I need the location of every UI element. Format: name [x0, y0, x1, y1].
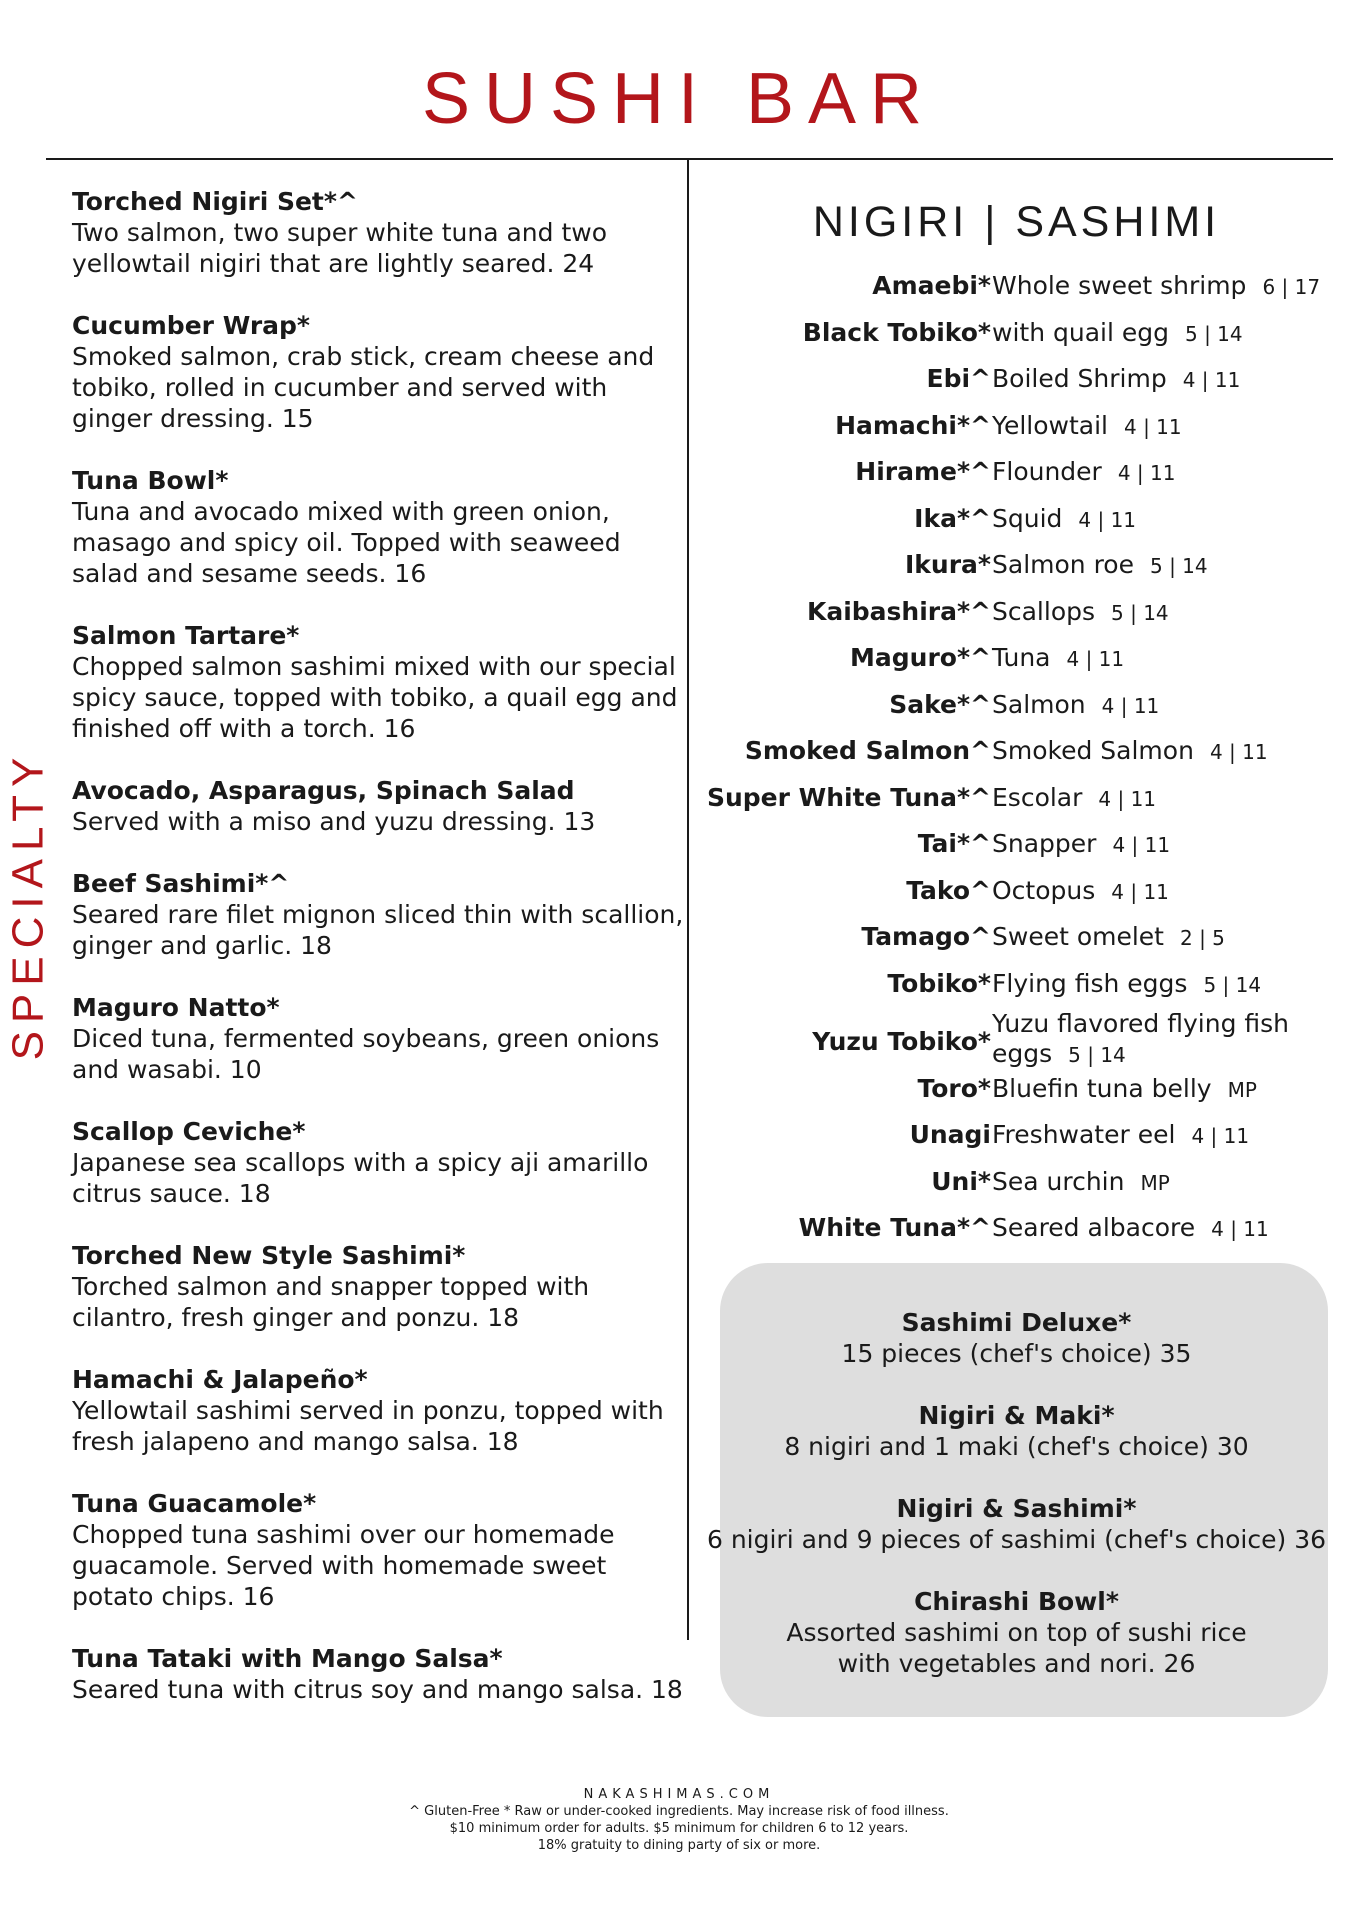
specialty-item — [72, 310, 684, 434]
combo-name: Sashimi Deluxe* — [901, 1308, 1132, 1337]
nigiri-price: 5 | 14 — [1111, 601, 1169, 625]
combo-name: Nigiri & Maki* — [918, 1401, 1115, 1430]
nigiri-desc-line — [992, 643, 1124, 672]
nigiri-price: 4 | 11 — [1123, 415, 1182, 439]
nigiri-desc-line — [992, 1213, 1269, 1242]
nigiri-name: Tamago^ — [861, 922, 991, 951]
item-description: Yellowtail sashimi served in ponzu, topped with fresh jalapeno and mango salsa. 18 — [72, 1396, 664, 1456]
item-name: Tuna Tataki with Mango Salsa* — [72, 1644, 503, 1673]
nigiri-price: 4 | 11 — [1117, 461, 1176, 485]
specialty-label-text: SPECIALTY — [3, 749, 53, 1061]
nigiri-desc-line — [992, 876, 1169, 905]
specialty-item — [72, 868, 684, 961]
nigiri-name: Black Tobiko* — [802, 318, 991, 347]
nigiri-price: 4 | 11 — [1066, 647, 1125, 671]
nigiri-desc-line — [992, 690, 1159, 719]
item-description: Two salmon, two super white tuna and two yellowtail nigiri that are lightly seared. 24 — [72, 218, 607, 278]
nigiri-name: Hamachi*^ — [835, 411, 991, 440]
nigiri-desc-line — [992, 364, 1240, 393]
nigiri-row — [700, 597, 1333, 641]
item-name: Torched Nigiri Set*^ — [72, 187, 358, 216]
nigiri-name: Tobiko* — [887, 969, 991, 998]
item-name: Beef Sashimi*^ — [72, 869, 290, 898]
nigiri-name: Sake*^ — [889, 690, 991, 719]
nigiri-price: 4 | 11 — [1078, 508, 1137, 532]
specialty-item — [72, 620, 684, 744]
nigiri-price: 4 | 11 — [1098, 787, 1157, 811]
item-name: Hamachi & Jalapeño* — [72, 1365, 368, 1394]
item-description: Japanese sea scallops with a spicy aji amarillo citrus sauce. 18 — [72, 1148, 649, 1208]
nigiri-row — [700, 922, 1333, 966]
nigiri-description: Yellowtail — [992, 411, 1108, 440]
nigiri-name: Maguro*^ — [850, 643, 991, 672]
nigiri-price: 4 | 11 — [1182, 368, 1241, 392]
nigiri-name: Yuzu Tobiko* — [812, 1027, 991, 1056]
nigiri-desc-line — [992, 1074, 1257, 1103]
nigiri-name: Uni* — [931, 1167, 991, 1196]
nigiri-price: 4 | 11 — [1101, 694, 1160, 718]
nigiri-description: Boiled Shrimp — [992, 364, 1167, 393]
item-name: Avocado, Asparagus, Spinach Salad — [72, 776, 575, 805]
nigiri-row — [700, 364, 1333, 408]
nigiri-description: Octopus — [992, 876, 1096, 905]
combo-item — [700, 1493, 1333, 1555]
nigiri-description: Smoked Salmon — [992, 736, 1194, 765]
item-name: Tuna Guacamole* — [72, 1489, 317, 1518]
nigiri-row — [700, 969, 1333, 1013]
nigiri-price: MP — [1140, 1171, 1170, 1195]
item-name: Scallop Ceviche* — [72, 1117, 306, 1146]
nigiri-row — [700, 690, 1333, 734]
nigiri-price: MP — [1227, 1078, 1257, 1102]
page-title: SUSHI BAR — [421, 59, 937, 139]
item-description: Seared rare filet mignon sliced thin with scallion, ginger and garlic. 18 — [72, 900, 684, 960]
item-name: Salmon Tartare* — [72, 621, 300, 650]
nigiri-row — [700, 1213, 1333, 1257]
combo-item — [700, 1307, 1333, 1369]
item-name: Maguro Natto* — [72, 993, 280, 1022]
nigiri-row — [700, 643, 1333, 687]
combo-item — [700, 1400, 1333, 1462]
nigiri-desc-line — [992, 597, 1169, 626]
nigiri-desc-line — [992, 829, 1170, 858]
specialty-item — [72, 775, 684, 837]
nigiri-row — [700, 783, 1333, 827]
nigiri-price: 5 | 14 — [1149, 554, 1208, 578]
specialty-item — [72, 1643, 684, 1705]
nigiri-desc-line — [992, 1120, 1249, 1149]
nigiri-price: 4 | 11 — [1111, 880, 1169, 904]
nigiri-name: Unagi — [909, 1120, 991, 1149]
item-name: Cucumber Wrap* — [72, 311, 311, 340]
item-description: Diced tuna, fermented soybeans, green onions and wasabi. 10 — [72, 1024, 660, 1084]
nigiri-section-title: NIGIRI | SASHIMI — [812, 198, 1221, 246]
nigiri-description: Seared albacore — [992, 1213, 1196, 1242]
nigiri-description: Escolar — [992, 783, 1083, 812]
nigiri-price: 4 | 11 — [1112, 833, 1171, 857]
combo-description: 6 nigiri and 9 pieces of sashimi (chef's choice) 36 — [706, 1525, 1327, 1554]
nigiri-name: Kaibashira*^ — [806, 597, 991, 626]
nigiri-name: Super White Tuna*^ — [706, 783, 991, 812]
nigiri-desc-line — [992, 457, 1175, 486]
item-name: Tuna Bowl* — [72, 466, 229, 495]
nigiri-desc-line — [992, 1009, 1292, 1070]
nigiri-description: Salmon — [992, 690, 1086, 719]
specialty-item — [72, 186, 684, 279]
nigiri-price: 5 | 14 — [1184, 322, 1243, 346]
nigiri-row — [700, 271, 1333, 315]
specialty-side-label — [2, 749, 54, 1061]
nigiri-row — [700, 1074, 1333, 1118]
nigiri-name: Tai*^ — [917, 829, 991, 858]
specialty-item — [72, 1116, 684, 1209]
nigiri-description: Flounder — [992, 457, 1102, 486]
item-name: Torched New Style Sashimi* — [72, 1241, 466, 1270]
nigiri-name: Ikura* — [905, 550, 991, 579]
footer-minimum: $10 minimum order for adults. $5 minimum for children 6 to 12 years. — [449, 1821, 909, 1836]
nigiri-row — [700, 1009, 1333, 1075]
nigiri-desc-line — [992, 411, 1182, 440]
nigiri-name: Toro* — [917, 1074, 991, 1103]
specialty-item — [72, 1364, 684, 1457]
nigiri-description: Sea urchin — [992, 1167, 1125, 1196]
nigiri-description: Salmon roe — [992, 550, 1134, 579]
nigiri-name: Ebi^ — [926, 364, 991, 393]
nigiri-name: White Tuna*^ — [798, 1213, 991, 1242]
item-description: Smoked salmon, crab stick, cream cheese and tobiko, rolled in cucumber and served with ginger dressing. 15 — [72, 342, 655, 433]
nigiri-description: Bluefin tuna belly — [992, 1074, 1212, 1103]
nigiri-description: Whole sweet shrimp — [992, 271, 1247, 300]
nigiri-price: 5 | 14 — [1203, 973, 1262, 997]
nigiri-row — [700, 876, 1333, 920]
nigiri-desc-line — [992, 783, 1156, 812]
nigiri-row — [700, 736, 1333, 780]
item-description: Served with a miso and yuzu dressing. 13 — [72, 807, 596, 836]
combo-item — [760, 1586, 1273, 1679]
item-description: Tuna and avocado mixed with green onion, masago and spicy oil. Topped with seaweed salad and sesame seeds. 16 — [72, 497, 621, 588]
combo-description: Assorted sashimi on top of sushi rice with vegetables and nori. 26 — [786, 1618, 1247, 1678]
nigiri-desc-line — [992, 922, 1225, 951]
combo-name: Nigiri & Sashimi* — [896, 1494, 1137, 1523]
nigiri-desc-line — [992, 318, 1243, 347]
nigiri-name: Smoked Salmon^ — [744, 736, 991, 765]
nigiri-row — [700, 457, 1333, 501]
nigiri-description: Scallops — [992, 597, 1096, 626]
nigiri-name: Amaebi* — [872, 271, 991, 300]
nigiri-description: Snapper — [992, 829, 1097, 858]
nigiri-price: 5 | 14 — [1068, 1043, 1126, 1067]
nigiri-price: 4 | 11 — [1211, 1217, 1269, 1241]
nigiri-desc-line — [992, 504, 1136, 533]
item-description: Seared tuna with citrus soy and mango salsa. 18 — [72, 1675, 683, 1704]
item-description: Chopped tuna sashimi over our homemade guacamole. Served with homemade sweet potato chips. 16 — [72, 1520, 615, 1611]
nigiri-row — [700, 504, 1333, 548]
specialty-item — [72, 1240, 684, 1333]
nigiri-price: 2 | 5 — [1180, 926, 1225, 950]
nigiri-description: Flying fish eggs — [992, 969, 1188, 998]
nigiri-price: 6 | 17 — [1262, 275, 1321, 299]
nigiri-description: with quail egg — [992, 318, 1169, 347]
specialty-item — [72, 1488, 684, 1612]
nigiri-desc-line — [992, 736, 1268, 765]
nigiri-description: Yuzu flavored flying fish eggs — [992, 1009, 1290, 1068]
nigiri-name: Ika*^ — [914, 504, 991, 533]
footer-gratuity: 18% gratuity to dining party of six or more. — [537, 1838, 821, 1853]
combo-name: Chirashi Bowl* — [914, 1587, 1119, 1616]
nigiri-description: Tuna — [992, 643, 1051, 672]
footer-legend: ^ Gluten-Free * Raw or under-cooked ingredients. May increase risk of food illness. — [409, 1804, 949, 1819]
specialty-item — [72, 465, 684, 589]
nigiri-description: Sweet omelet — [992, 922, 1164, 951]
nigiri-row — [700, 411, 1333, 455]
website-link[interactable]: NAKASHIMAS.COM — [583, 1787, 775, 1802]
nigiri-name: Tako^ — [906, 876, 991, 905]
combo-description: 15 pieces (chef's choice) 35 — [841, 1339, 1192, 1368]
item-description: Chopped salmon sashimi mixed with our special spicy sauce, topped with tobiko, a quail egg and finished off with a torch. 16 — [72, 652, 678, 743]
nigiri-desc-line — [992, 1167, 1170, 1196]
nigiri-row — [700, 1120, 1333, 1164]
nigiri-desc-line — [992, 550, 1208, 579]
item-description: Torched salmon and snapper topped with cilantro, fresh ginger and ponzu. 18 — [72, 1272, 590, 1332]
combo-description: 8 nigiri and 1 maki (chef's choice) 30 — [784, 1432, 1249, 1461]
nigiri-row — [700, 318, 1333, 362]
nigiri-name: Hirame*^ — [855, 457, 991, 486]
header-divider — [46, 158, 1333, 160]
nigiri-description: Squid — [992, 504, 1063, 533]
nigiri-price: 4 | 11 — [1209, 740, 1268, 764]
nigiri-price: 4 | 11 — [1191, 1124, 1250, 1148]
nigiri-row — [700, 550, 1333, 594]
column-divider — [687, 160, 689, 1640]
nigiri-desc-line — [992, 969, 1261, 998]
specialty-item — [72, 992, 684, 1085]
nigiri-desc-line — [992, 271, 1320, 300]
nigiri-row — [700, 1167, 1333, 1211]
nigiri-description: Freshwater eel — [992, 1120, 1176, 1149]
nigiri-row — [700, 829, 1333, 873]
footer — [0, 1786, 1358, 1854]
